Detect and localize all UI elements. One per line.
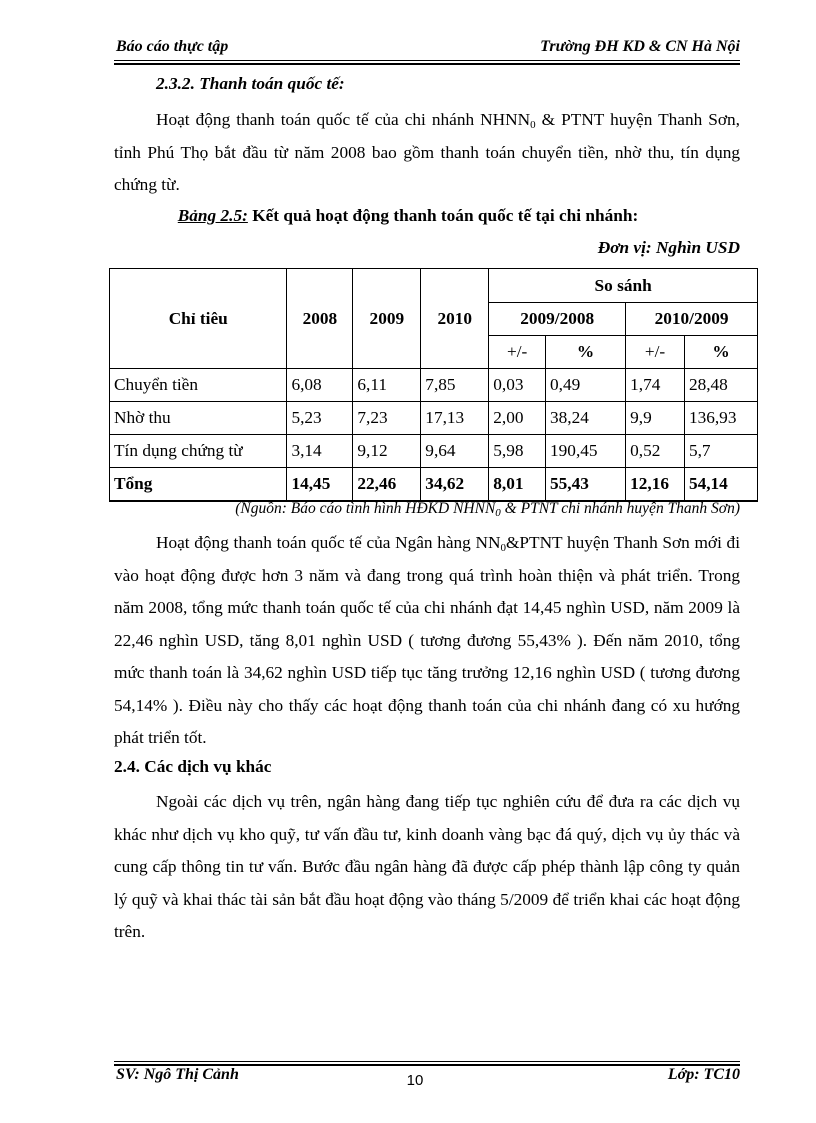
- header-indicator: Chỉ tiêu: [110, 269, 287, 369]
- header-2010-2009: 2010/2009: [626, 303, 758, 336]
- header-left: Báo cáo thực tập: [116, 38, 229, 55]
- header-pct-2: %: [684, 336, 757, 369]
- header-compare: So sánh: [489, 269, 758, 303]
- page-number: 10: [406, 1072, 424, 1089]
- header-diff-1: +/-: [489, 336, 546, 369]
- paragraph-other-services: Ngoài các dịch vụ trên, ngân hàng đang tiếp tục nghiên cứu để đưa ra các dịch vụ khác như dịch vụ kho quỹ, tư vấn đầu tư, kinh doanh vàng bạc đá quý, dịch vụ ủy thác và cung cấp thông tin tư vấn. Bước đầu ngân hàng đã được cấp phép thành lập công ty quản lý quỹ và khai thác tài sản bắt đầu hoạt động vào tháng 5/2009 để triển khai các hoạt động trên.: [114, 792, 740, 941]
- table-total-row: Tổng 14,45 22,46 34,62 8,01 55,43 12,16 54,14: [110, 468, 758, 502]
- section-heading-2-3-2: 2.3.2. Thanh toán quốc tế:: [156, 74, 345, 93]
- header-2009: 2009: [353, 269, 421, 369]
- results-table: [109, 268, 758, 502]
- header-diff-2: +/-: [626, 336, 685, 369]
- header-rule: [114, 60, 740, 65]
- section-heading-2-4: 2.4. Các dịch vụ khác: [114, 757, 272, 776]
- footer-class: Lớp: TC10: [667, 1066, 740, 1083]
- header-2009-2008: 2009/2008: [489, 303, 626, 336]
- table-caption: [0, 206, 816, 226]
- header-2008: 2008: [287, 269, 353, 369]
- table-source-note: (Nguồn: Báo cáo tình hình HĐKD $NHNN_0$ & PTNT chi nhánh huyện Thanh Sơn): [235, 500, 740, 519]
- table-caption-label: Bảng 2.5:: [177, 206, 248, 225]
- footer-student: SV: Ngô Thị Cảnh: [116, 1066, 239, 1083]
- header-right: Trường ĐH KD & CN Hà Nội: [540, 38, 740, 55]
- header-2010: 2010: [421, 269, 489, 369]
- table-row: Chuyển tiền 6,08 6,11 7,85 0,03 0,49 1,74 28,48: [110, 369, 758, 402]
- header-pct-1: %: [546, 336, 626, 369]
- page-header: [114, 36, 740, 58]
- paragraph-analysis: Hoạt động thanh toán quốc tế của Ngân hàng $NN_0\&PTNT$ huyện Thanh Sơn mới đi vào hoạt động được hơn 3 năm và đang trong quá trình hoàn thiện và phát triển. Trong năm 2008, tổng mức thanh toán quốc tế của chi nhánh đạt 14,45 nghìn USD, năm 2009 là 22,46 nghìn USD, tăng 8,01 nghìn USD ( tương đương 55,43% ). Đến năm 2010, tổng mức thanh toán là 34,62 nghìn USD tiếp tục tăng trưởng 12,16 nghìn USD ( tương đương 54,14% ). Điều này cho thấy các hoạt động thanh toán của chi nhánh đang có xu hướng phát triển tốt.: [114, 533, 740, 747]
- table-caption-text: Kết quả hoạt động thanh toán quốc tế tại chi nhánh:: [247, 206, 639, 225]
- paragraph-intro: Hoạt động thanh toán quốc tế của chi nhánh $NHNN_0$ & PTNT huyện Thanh Sơn, tỉnh Phú Thọ bắt đầu từ năm 2008 bao gồm thanh toán chuyển tiền, nhờ thu, tín dụng chứng từ.: [114, 110, 740, 194]
- table-row: Tín dụng chứng từ 3,14 9,12 9,64 5,98 190,45 0,52 5,7: [110, 435, 758, 468]
- table-row: Nhờ thu 5,23 7,23 17,13 2,00 38,24 9,9 136,93: [110, 402, 758, 435]
- unit-label: Đơn vị: Nghìn USD: [597, 238, 740, 257]
